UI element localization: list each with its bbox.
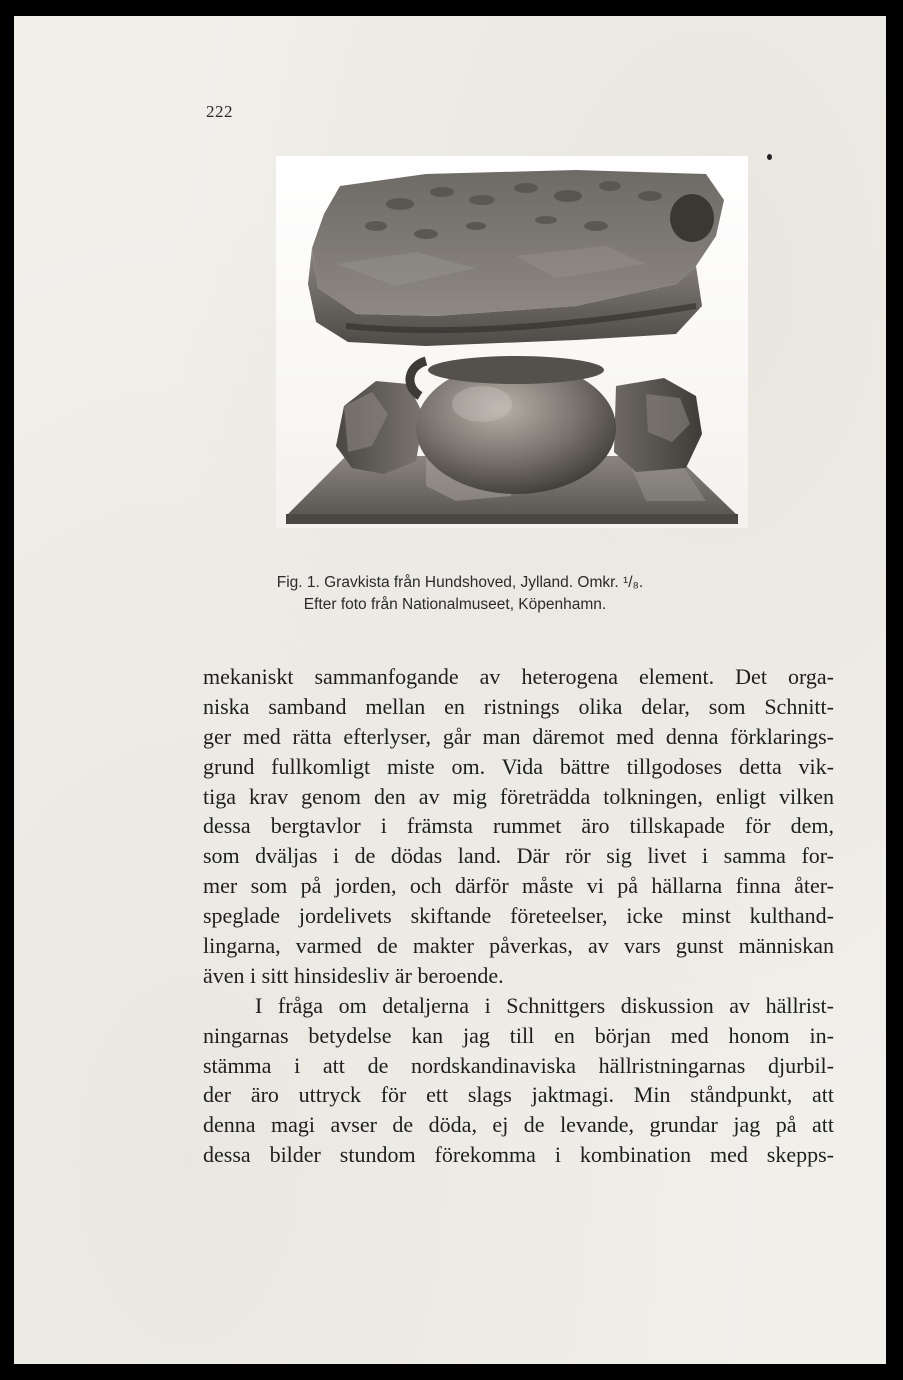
ink-speck bbox=[767, 154, 772, 160]
text-line: tiga krav genom den av mig företrädda tolkningen, enligt vilken bbox=[203, 783, 834, 809]
page-number: 222 bbox=[206, 102, 233, 121]
text-line: der äro uttryck för ett slags jaktmagi. Min ståndpunkt, att bbox=[203, 1082, 834, 1108]
text-line: dessa bilder stundom förekomma i kombination med skepps- bbox=[203, 1142, 834, 1168]
text-line: mer som på jorden, och därför måste vi på hällarna finna åter- bbox=[203, 873, 834, 899]
text-line: niska samband mellan en ristnings olika delar, som Schnitt- bbox=[203, 693, 834, 719]
text-line: lingarna, varmed de makter påverkas, av vars gunst människan bbox=[203, 933, 834, 959]
text-line: dessa bergtavlor i främsta rummet äro tillskapade för dem, bbox=[203, 813, 834, 839]
figure-credit: Efter foto från Nationalmuseet, Köpenhamn. bbox=[303, 596, 607, 613]
text-line: speglade jordelivets skiftande företeelser, icke minst kulthand- bbox=[203, 903, 834, 929]
text-line: som dväljas i de dödas land. Där rör sig livet i samma for- bbox=[203, 843, 834, 869]
text-line: mekaniskt sammanfogande av heterogena element. Det orga- bbox=[203, 664, 834, 689]
text-line: stämma i att de nordskandinaviska hällristningarnas djurbil- bbox=[203, 1052, 834, 1078]
figure-photo-grave-chest bbox=[276, 156, 748, 528]
book-page bbox=[14, 16, 886, 1364]
text-line: även i sitt hinsidesliv är beroende. bbox=[203, 962, 504, 988]
paragraph bbox=[203, 662, 834, 991]
text-line: grund fullkomligt miste om. Vida bättre tillgodoses detta vik- bbox=[203, 753, 834, 779]
text-line: ningarnas betydelse kan jag till en början med honom in- bbox=[203, 1022, 834, 1048]
paragraph bbox=[203, 991, 834, 1170]
text-line: denna magi avser de döda, ej de levande, grundar jag på att bbox=[203, 1112, 834, 1138]
figure-caption: Fig. 1. Gravkista från Hundshoved, Jylland. Omkr. ¹/₈. bbox=[276, 574, 644, 591]
body-text bbox=[203, 662, 834, 1170]
text-line: I fråga om detaljerna i Schnittgers diskussion av hällrist- bbox=[255, 992, 834, 1018]
text-line: ger med rätta efterlyser, går man däremot med denna förklarings- bbox=[203, 723, 834, 749]
